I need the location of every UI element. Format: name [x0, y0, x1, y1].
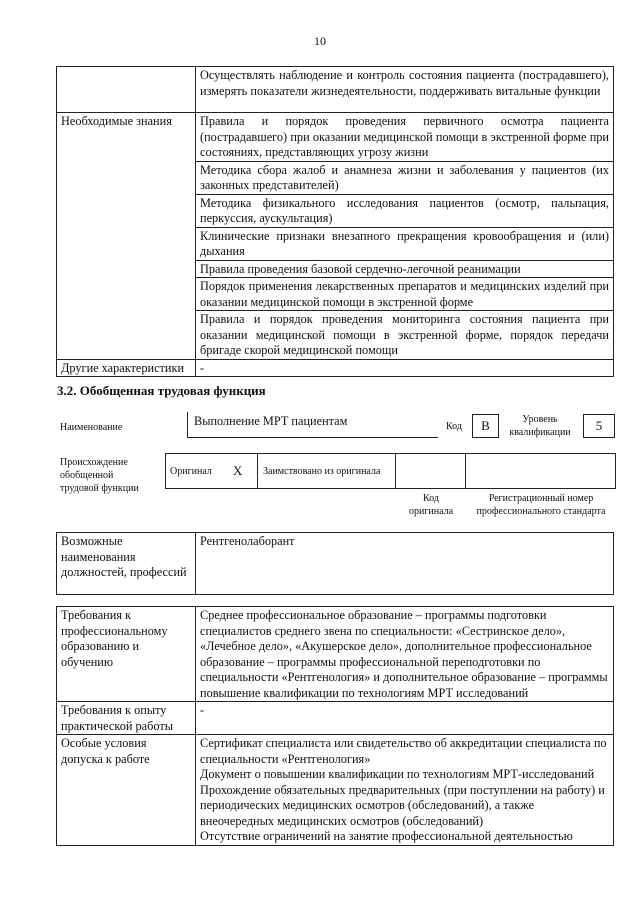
table-row [57, 533, 614, 595]
orig-code-label-line: оригинала [408, 506, 454, 517]
education-value: Среднее профессиональное образование – программы подготовки специалистов среднего звена по специальности: «Сестринское дело», «Лечебное дело», «Акушерское дело», дополнительное профессиональное образование – программы профессиональной переподготовки по специальности «Рентгенология» и дополнительное образование – программы повышение квалификации по технологиям МРТ исследований [196, 607, 614, 702]
borrowed-label: Заимствовано из оригинала [263, 466, 381, 477]
name-label: Наименование [60, 422, 123, 433]
positions-value: Рентгенолаборант [196, 533, 614, 595]
knowledge-item: Правила и порядок проведения первичного осмотра пациента (пострадавшего) при оказании медицинской помощи в экстренной форме при состояниях, представляющих угрозу жизни [200, 114, 609, 159]
condition-item: Документ о повышении квалификации по технологиям МРТ-исследований [200, 767, 595, 781]
knowledge-item: Методика сбора жалоб и анамнеза жизни и заболевания у пациентов (их законных представителей) [196, 161, 613, 194]
original-label: Оригинал [170, 466, 212, 477]
knowledge-item: Порядок применения лекарственных препаратов и медицинских изделий при оказании медицинской помощи в экстренной форме [196, 277, 613, 310]
code-label: Код [446, 421, 462, 432]
code-value: В [472, 414, 499, 438]
section-title: 3.2. Обобщенная трудовая функция [57, 383, 266, 398]
knowledge-table [56, 66, 614, 377]
positions-label: Возможные наименования должностей, профессий [57, 533, 196, 595]
experience-label: Требования к опыту практической работы [57, 702, 196, 735]
table-row [57, 702, 614, 735]
origin-label-line: трудовой функции [60, 483, 139, 494]
page-number: 10 [314, 34, 326, 48]
divider [257, 453, 258, 489]
skill-item: Осуществлять наблюдение и контроль состояния пациента (пострадавшего), измерять показатели жизнедеятельности, поддерживать витальные функции [196, 67, 614, 113]
level-label-line: Уровень [522, 414, 558, 425]
name-value: Выполнение МРТ пациентам [194, 414, 348, 428]
reg-number-label-line: Регистрационный номер [488, 493, 594, 504]
original-mark: X [233, 463, 243, 478]
condition-item: Сертификат специалиста или свидетельство об аккредитации специалиста по специальности «Рентгенология» [200, 736, 607, 766]
conditions-list [196, 735, 614, 846]
orig-code-label-line: Код [423, 493, 439, 504]
positions-table [56, 532, 614, 595]
table-row [57, 67, 614, 113]
education-label: Требования к профессиональному образованию и обучению [57, 607, 196, 702]
table-row [57, 359, 614, 377]
requirements-table [56, 606, 614, 846]
table-row [57, 607, 614, 702]
condition-item: Отсутствие ограничений на занятие профессиональной деятельностью [200, 829, 573, 843]
name-value-box [187, 412, 438, 438]
reg-number-label-line: профессионального стандарта [476, 506, 606, 517]
origin-label-line: обобщенной [60, 470, 114, 481]
empty-label-cell [57, 67, 196, 113]
divider [395, 453, 396, 489]
other-label: Другие характеристики [57, 359, 196, 377]
level-label-line: квалификации [509, 427, 571, 438]
table-row [57, 113, 614, 360]
reg-number-label [466, 492, 616, 518]
orig-code-label [400, 492, 462, 518]
knowledge-item: Клинические признаки внезапного прекращения кровообращения и (или) дыхания [196, 227, 613, 260]
divider [465, 453, 466, 489]
knowledge-item: Правила и порядок проведения мониторинга состояния пациента при оказании медицинской помощи в экстренной форме, порядок передачи бригаде скорой медицинской помощи [196, 310, 613, 359]
conditions-label: Особые условия допуска к работе [57, 735, 196, 846]
origin-label [60, 456, 139, 495]
knowledge-item: Методика физикального исследования пациентов (осмотр, пальпация, перкуссия, аускультация) [196, 194, 613, 227]
experience-value: - [196, 702, 614, 735]
knowledge-label: Необходимые знания [57, 113, 196, 360]
level-value: 5 [583, 414, 615, 438]
level-label [500, 413, 580, 439]
condition-item: Прохождение обязательных предварительных (при поступлении на работу) и периодических медицинских осмотров (обследований), а также внеочередных медицинских осмотров (обследований) [200, 782, 605, 828]
table-row [57, 735, 614, 846]
knowledge-list [196, 113, 614, 360]
knowledge-item: Правила проведения базовой сердечно-легочной реанимации [196, 260, 613, 278]
other-value: - [196, 359, 614, 377]
origin-label-line: Происхождение [60, 457, 128, 468]
